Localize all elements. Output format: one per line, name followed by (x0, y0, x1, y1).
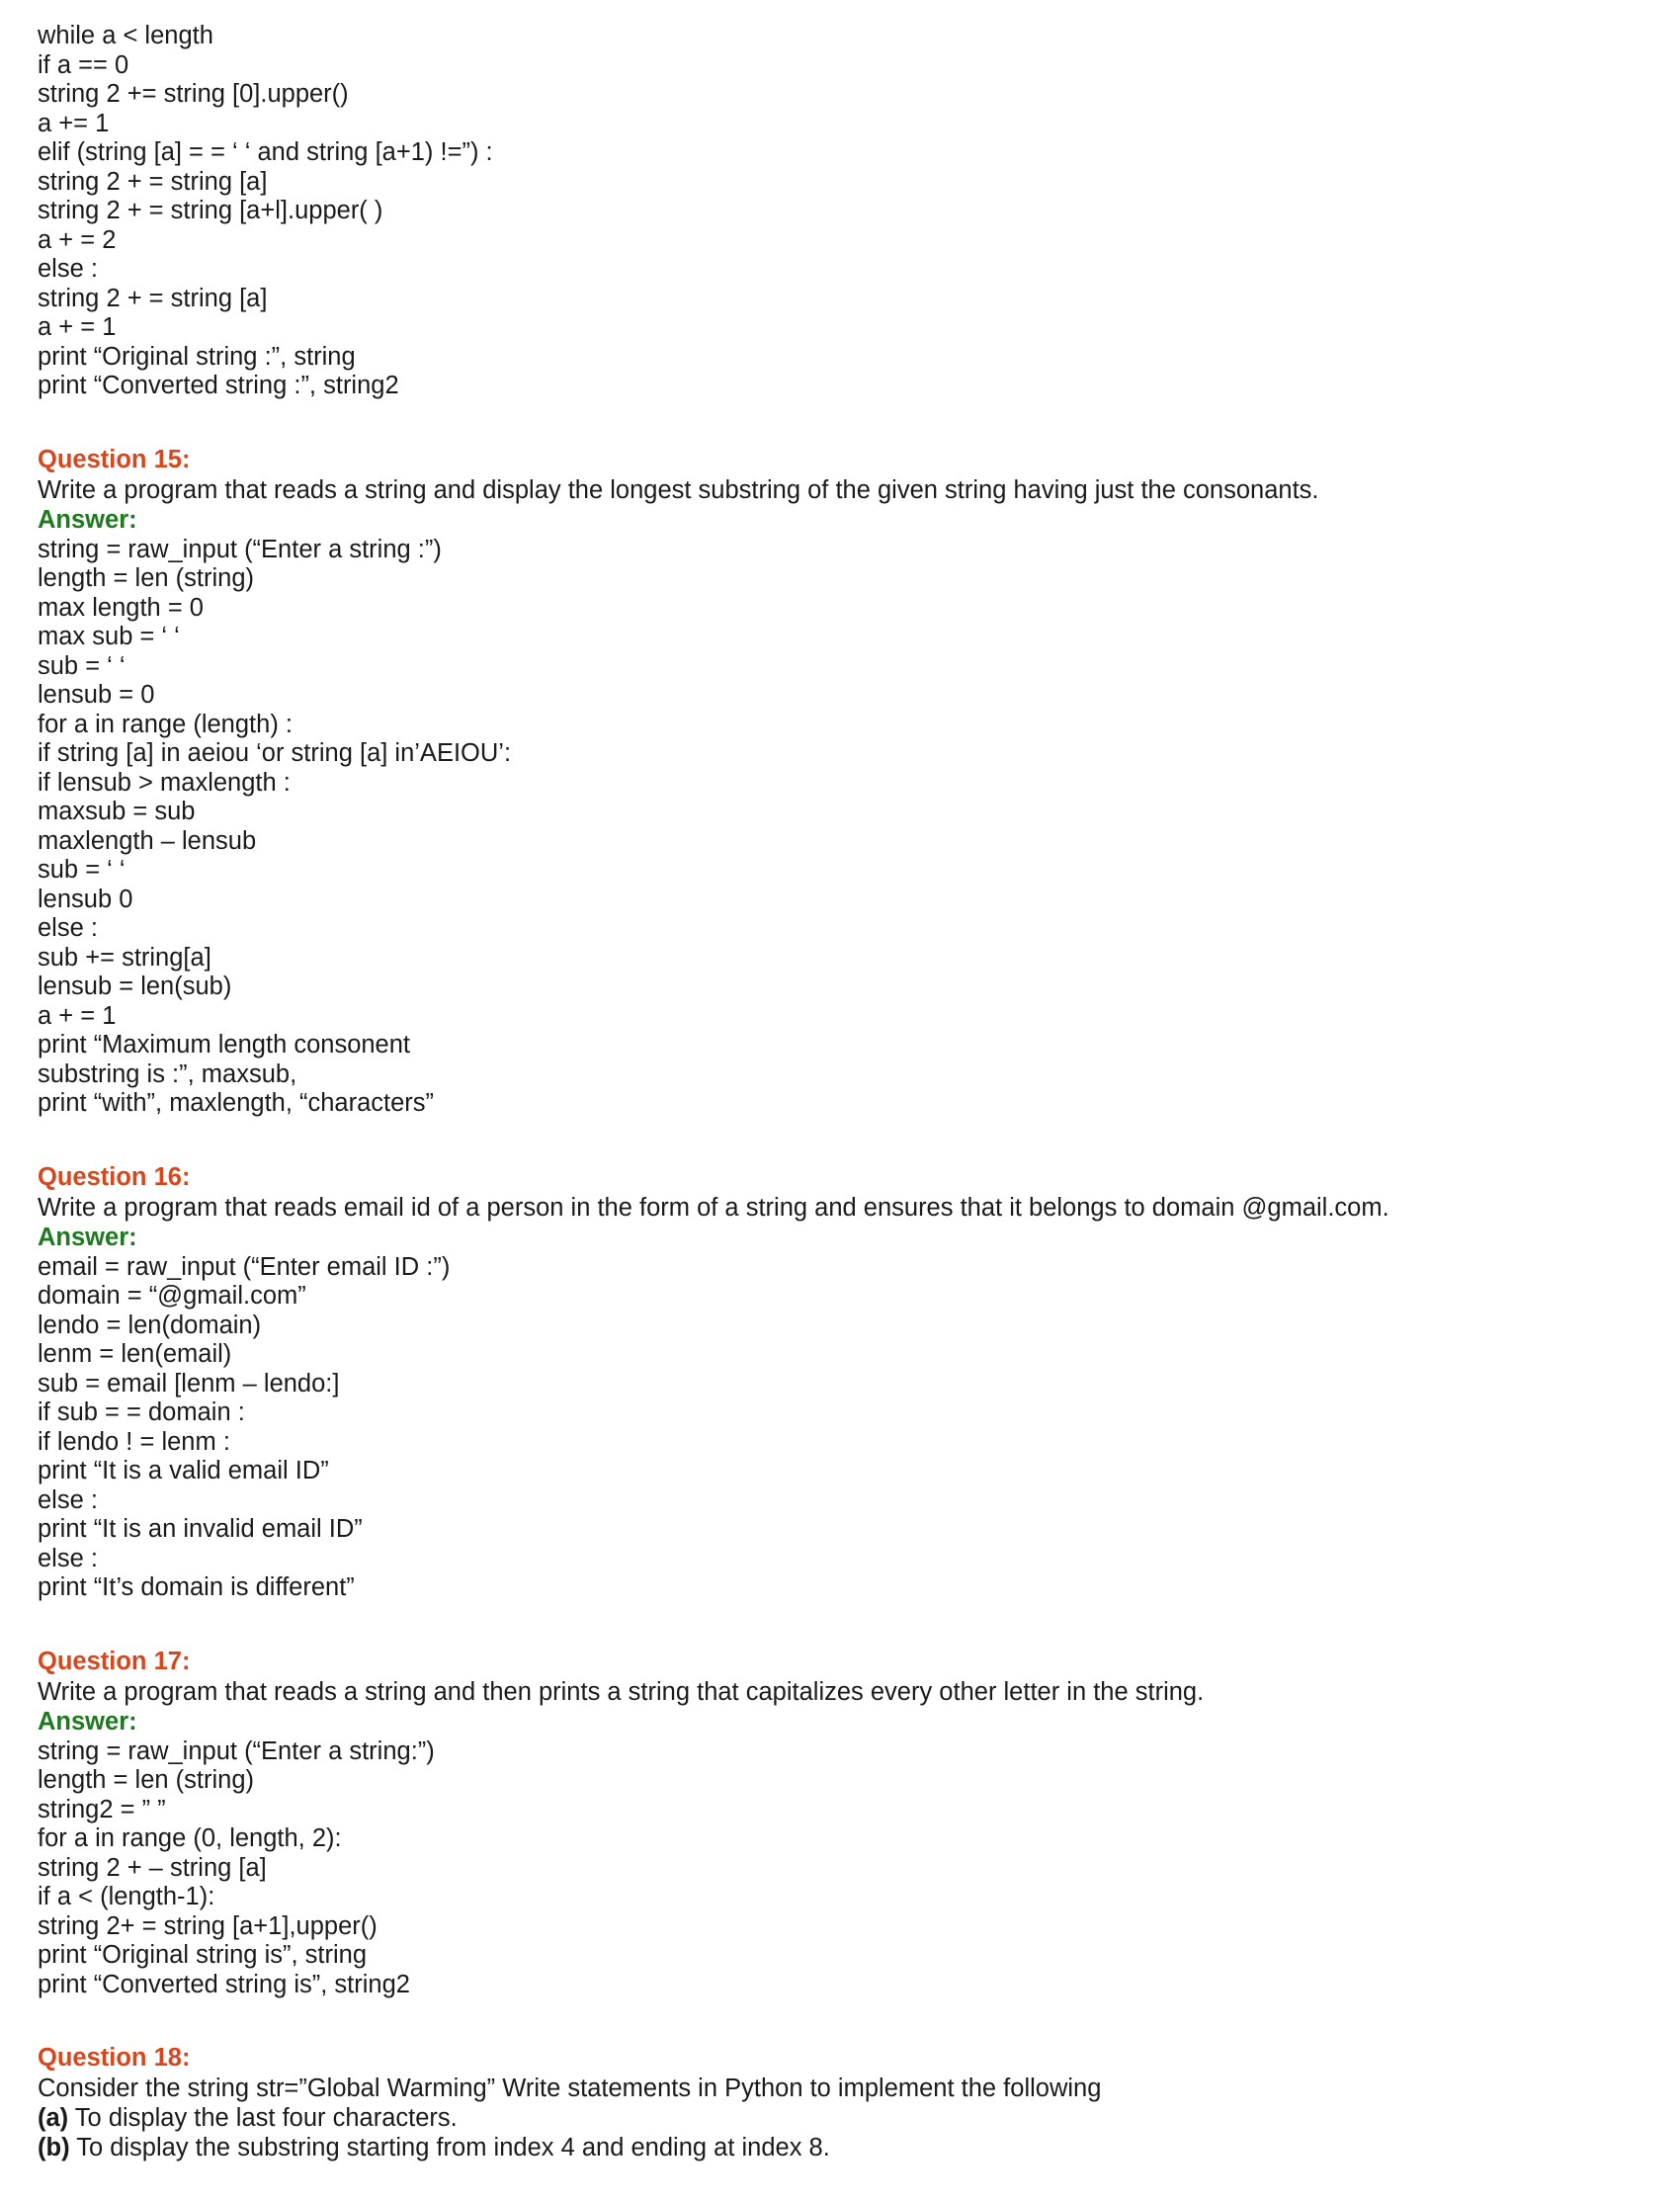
section-spacer (38, 1999, 1621, 2043)
code-line: string2 = ” ” (38, 1795, 166, 1823)
code-line: sub = ‘ ‘ (38, 651, 126, 680)
code-line: sub += string[a] (38, 943, 211, 972)
list-item (38, 2103, 1621, 2133)
code-line: print “It is a valid email ID” (38, 1457, 329, 1484)
question-text: Consider the string str=”Global Warming” Write statements in Python to implement the following (38, 2075, 1102, 2102)
code-line: else : (38, 1485, 98, 1514)
question-text: Write a program that reads a string and then prints a string that capitalizes every other letter in the string. (38, 1677, 1205, 1706)
code-line: max sub = ‘ ‘ (38, 623, 180, 650)
code-line: else : (38, 1544, 98, 1572)
code-line: lensub = len(sub) (38, 973, 232, 1000)
code-line: if a == 0 (38, 50, 129, 79)
code-line: email = raw_input (“Enter email ID :”) (38, 1252, 451, 1281)
code-line: print “Converted string is”, string2 (38, 1970, 410, 1998)
code-line: for a in range (0, length, 2): (38, 1824, 342, 1852)
answer-label: Answer: (38, 1707, 137, 1736)
code-line: string 2 + = string [a] (38, 167, 268, 196)
code-line: lensub = 0 (38, 681, 155, 709)
code-line: else : (38, 914, 98, 942)
code-line: string = raw_input (“Enter a string :”) (38, 535, 442, 563)
code-line: print “Maximum length consonent (38, 1031, 411, 1059)
code-line: domain = “@gmail.com” (38, 1282, 306, 1310)
list-item-marker: (b) (38, 2134, 70, 2161)
code-line: max length = 0 (38, 593, 204, 622)
code-line: sub = email [lenm – lendo:] (38, 1369, 340, 1397)
code-line: string = raw_input (“Enter a string:”) (38, 1736, 435, 1765)
code-line: string 2 + – string [a] (38, 1853, 267, 1882)
question-label: Question 17: (38, 1647, 191, 1675)
code-line: if lensub > maxlength : (38, 768, 291, 797)
code-line: string 2 + = string [a+l].upper( ) (38, 197, 383, 224)
answer-label: Answer: (38, 1223, 137, 1251)
code-line: a + = 1 (38, 1001, 117, 1030)
code-line: sub = ‘ ‘ (38, 856, 126, 884)
question-label: Question 15: (38, 445, 191, 473)
code-line: substring is :”, maxsub, (38, 1059, 297, 1088)
code-line: else : (38, 255, 98, 283)
code-line: print “Original string is”, string (38, 1941, 368, 1969)
code-line: lensub 0 (38, 885, 133, 913)
code-line: print “Converted string :”, string2 (38, 372, 399, 399)
code-line: maxlength – lensub (38, 826, 257, 855)
code-line: length = len (string) (38, 1766, 254, 1794)
question-label: Question 16: (38, 1162, 191, 1191)
code-line: print “with”, maxlength, “characters” (38, 1089, 435, 1117)
code-line: lendo = len(domain) (38, 1311, 262, 1339)
code-line: string 2 + = string [a] (38, 284, 268, 312)
question-label: Question 18: (38, 2044, 191, 2072)
code-line: maxsub = sub (38, 798, 196, 825)
list-item-marker: (a) (38, 2104, 69, 2132)
code-line: elif (string [a] = = ‘ ‘ and string [a+1) !=”) : (38, 138, 493, 166)
code-line: for a in range (length) : (38, 710, 293, 738)
section-spacer (38, 1119, 1621, 1162)
code-line: length = len (string) (38, 564, 254, 592)
code-line: if a < (length-1): (38, 1883, 215, 1910)
question-section-16 (38, 1162, 1621, 1603)
question-section-15 (38, 445, 1621, 1119)
list-item (38, 2133, 1621, 2162)
code-line: print “Original string :”, string (38, 342, 356, 371)
code-line: print “It is an invalid email ID” (38, 1515, 363, 1543)
code-line: while a < length (38, 22, 213, 49)
list-item-text: To display the last four characters. (74, 2104, 458, 2132)
code-line: string 2 += string [0].upper() (38, 80, 349, 108)
code-line: print “It’s domain is different” (38, 1573, 355, 1601)
question-section-18 (38, 2043, 1621, 2162)
section-spacer (38, 1603, 1621, 1647)
question-text: Write a program that reads a string and display the longest substring of the given string having just the consonants. (38, 475, 1319, 504)
question-section-17 (38, 1647, 1621, 2000)
code-line: if string [a] in aeiou ‘or string [a] in’AEIOU’: (38, 739, 512, 767)
code-line: lenm = len(email) (38, 1340, 232, 1368)
code-line: a + = 1 (38, 313, 117, 341)
section-spacer (38, 401, 1621, 445)
code-line: a += 1 (38, 109, 110, 137)
code-line: a + = 2 (38, 225, 117, 254)
code-line: if lendo ! = lenm : (38, 1427, 230, 1456)
top-code-block (38, 22, 1621, 401)
list-item-text: To display the substring starting from index 4 and ending at index 8. (76, 2134, 830, 2161)
answer-label: Answer: (38, 505, 137, 534)
code-line: if sub = = domain : (38, 1398, 245, 1426)
question-text: Write a program that reads email id of a person in the form of a string and ensures that it belongs to domain @gmail.com. (38, 1193, 1389, 1222)
code-line: string 2+ = string [a+1],upper() (38, 1911, 378, 1940)
